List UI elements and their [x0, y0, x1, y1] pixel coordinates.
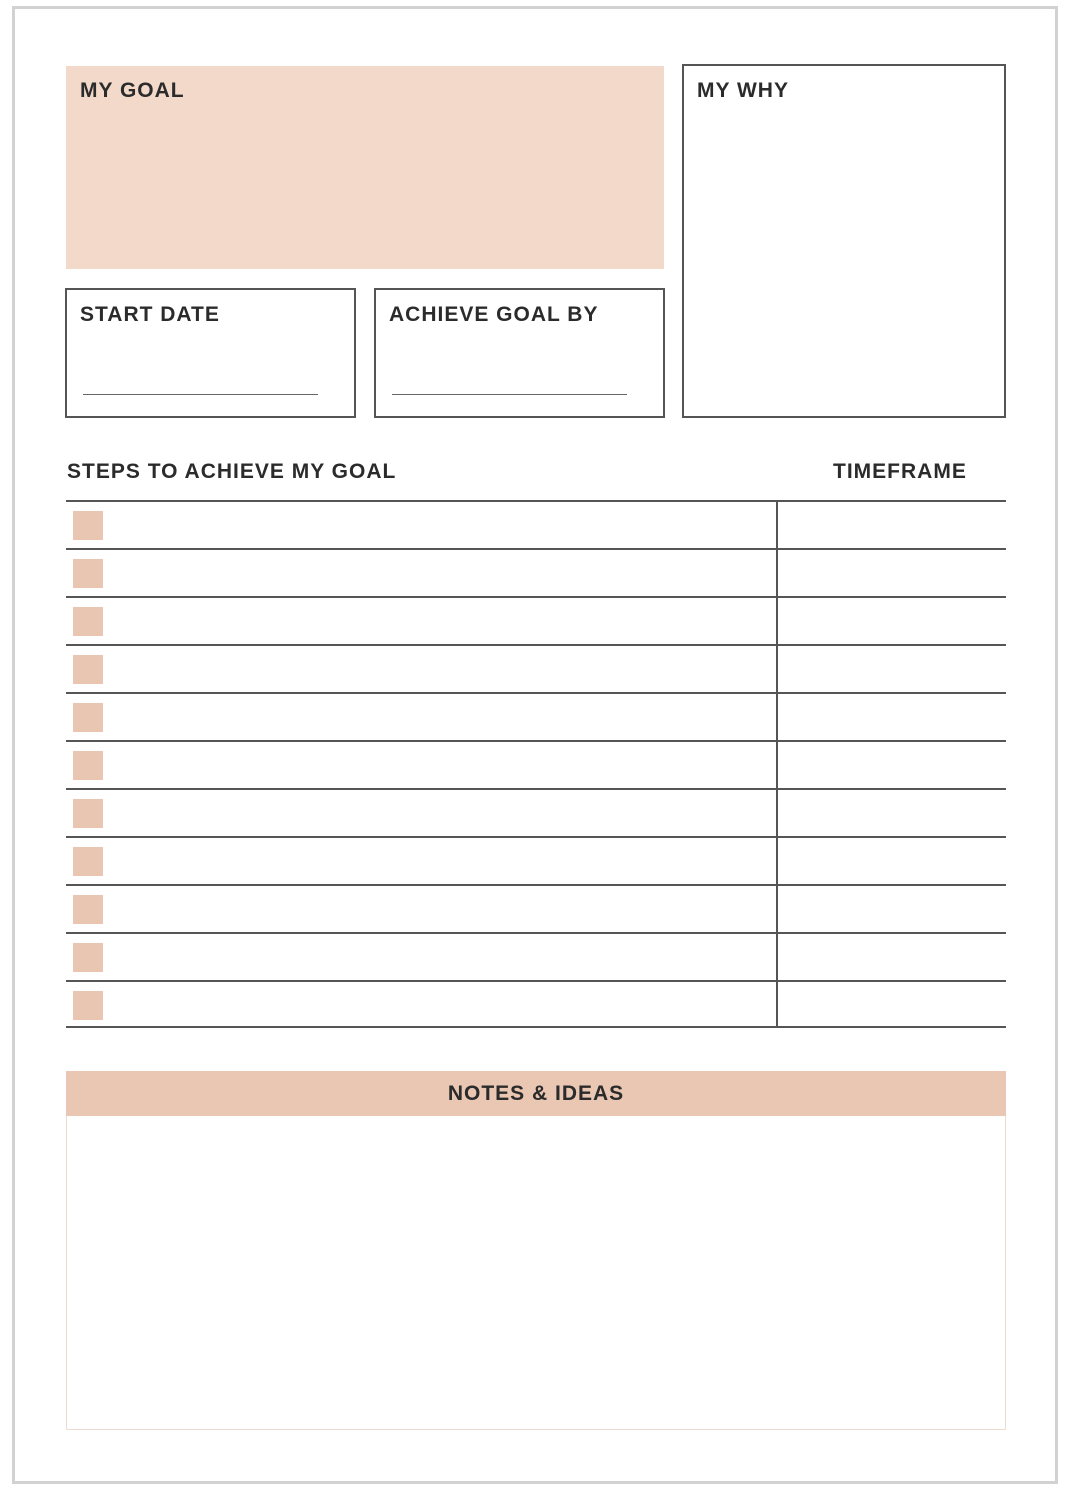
- my-goal-label: MY GOAL: [80, 79, 185, 102]
- achieve-goal-by-label: ACHIEVE GOAL BY: [389, 303, 599, 326]
- steps-header: STEPS TO ACHIEVE MY GOAL: [67, 460, 397, 483]
- step-row[interactable]: [66, 596, 1006, 644]
- achieve-goal-by-line: [392, 394, 627, 395]
- start-date-label: START DATE: [80, 303, 220, 326]
- step-checkbox[interactable]: [73, 703, 103, 732]
- notes-header: [66, 1071, 1006, 1116]
- step-checkbox[interactable]: [73, 991, 103, 1020]
- notes-area[interactable]: [66, 1116, 1006, 1430]
- start-date-line: [83, 394, 318, 395]
- my-why-label: MY WHY: [697, 79, 789, 102]
- my-goal-box[interactable]: [66, 66, 664, 269]
- step-row[interactable]: [66, 548, 1006, 596]
- step-row[interactable]: [66, 884, 1006, 932]
- step-checkbox[interactable]: [73, 799, 103, 828]
- step-row[interactable]: [66, 932, 1006, 980]
- my-why-box[interactable]: [682, 64, 1006, 418]
- step-row[interactable]: [66, 500, 1006, 548]
- step-checkbox[interactable]: [73, 559, 103, 588]
- step-checkbox[interactable]: [73, 751, 103, 780]
- step-row[interactable]: [66, 692, 1006, 740]
- step-checkbox[interactable]: [73, 607, 103, 636]
- step-row[interactable]: [66, 980, 1006, 1028]
- step-checkbox[interactable]: [73, 847, 103, 876]
- step-row[interactable]: [66, 740, 1006, 788]
- steps-table: [66, 500, 1006, 1028]
- start-date-box[interactable]: [65, 288, 356, 418]
- step-checkbox[interactable]: [73, 655, 103, 684]
- step-row[interactable]: [66, 644, 1006, 692]
- step-checkbox[interactable]: [73, 511, 103, 540]
- step-row[interactable]: [66, 788, 1006, 836]
- timeframe-header: TIMEFRAME: [833, 460, 967, 483]
- timeframe-divider: [776, 500, 778, 1028]
- step-checkbox[interactable]: [73, 943, 103, 972]
- step-checkbox[interactable]: [73, 895, 103, 924]
- achieve-goal-by-box[interactable]: [374, 288, 665, 418]
- notes-header-label: NOTES & IDEAS: [447, 1082, 625, 1105]
- step-row[interactable]: [66, 836, 1006, 884]
- steps-bottom-rule: [66, 1026, 1006, 1028]
